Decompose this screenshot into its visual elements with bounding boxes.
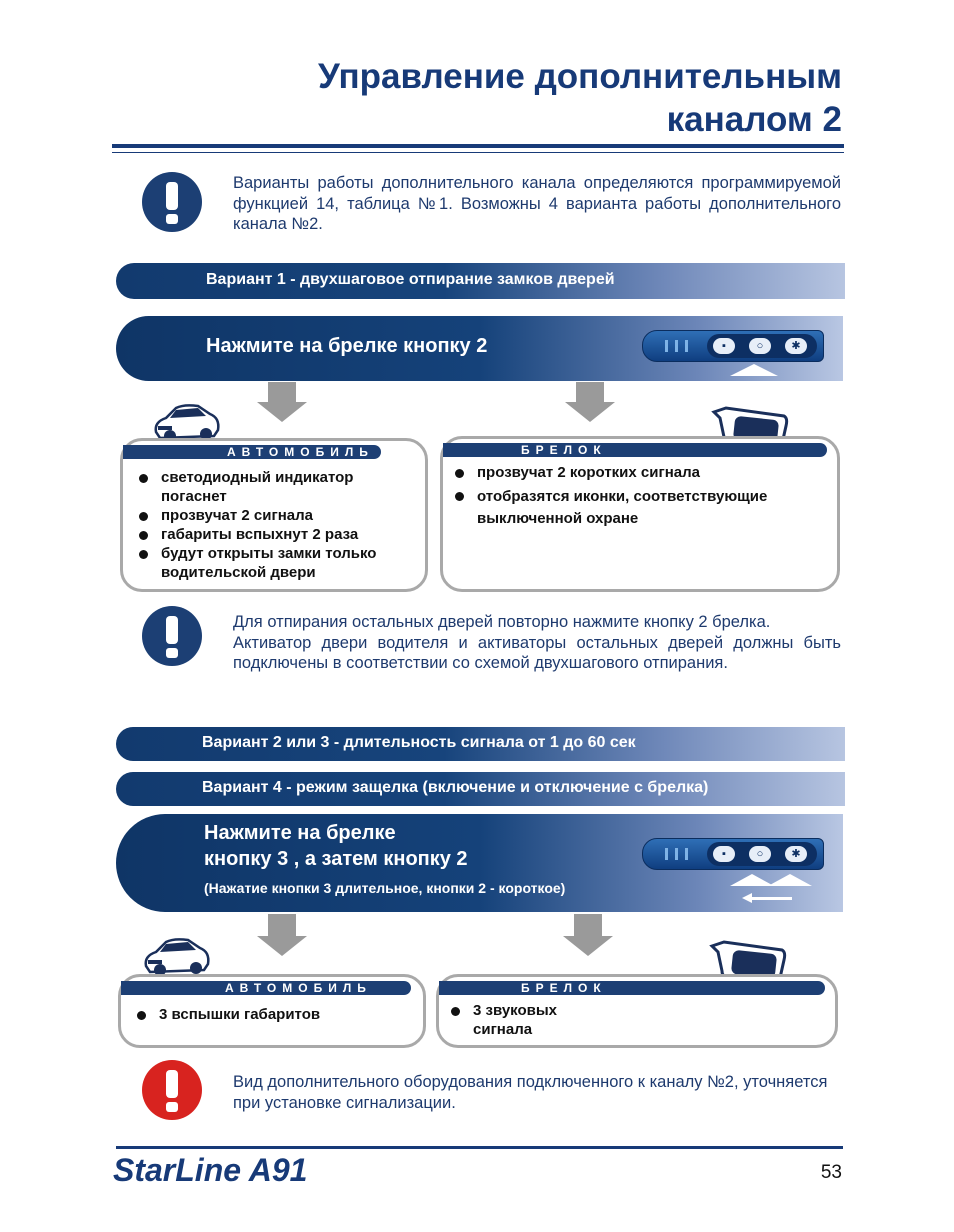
list-item: прозвучат 2 коротких сигнала	[453, 463, 773, 482]
variant4-action-line2: кнопку 3 , а затем кнопку 2	[204, 848, 468, 870]
page-number: 53	[820, 1162, 842, 1183]
car-panel-header: АВТОМОБИЛЬ	[121, 981, 411, 995]
arrow-down-icon	[268, 382, 296, 402]
sequence-arrow-icon	[750, 897, 792, 900]
variant1-action-band	[116, 316, 843, 381]
page-title: Управление дополнительным	[318, 57, 842, 96]
fob-panel-header: БРЕЛОК	[443, 443, 827, 457]
variant1-action: Нажмите на брелке кнопку 2	[206, 335, 488, 357]
list-item: габариты вспыхнут 2 раза	[137, 525, 421, 544]
list-item: 3 звуковых сигнала	[449, 1001, 569, 1039]
exclamation-icon	[142, 1060, 202, 1120]
note1-line2: Активатор двери водителя и активаторы остальных дверей должны быть подключены в соответствии со схемой двухшагового отпирания.	[233, 633, 841, 672]
list-item: 3 вспышки габаритов	[135, 1005, 419, 1024]
arrow-left-icon	[742, 893, 752, 903]
variant4-band-label: Вариант 4 - режим защелка (включение и отключение с брелка)	[202, 779, 709, 796]
footer-divider	[116, 1146, 843, 1149]
variant1-band-label: Вариант 1 - двухшаговое отпирание замков дверей	[206, 271, 615, 288]
button-indicator-icon	[768, 874, 812, 886]
variant4-band	[116, 772, 845, 806]
list-item: отобразятся иконки, соответствующие выключенной охране	[453, 486, 773, 530]
intro-text: Варианты работы дополнительного канала определяются программируемой функцией 14, таблица №1. Возможны 4 варианта работы дополнительного канала №2.	[233, 174, 841, 233]
note1-line1: Для отпирания остальных дверей повторно нажмите кнопку 2 брелка.	[233, 613, 771, 631]
keyfob-icon: ▪ ○ ✱	[642, 330, 824, 362]
car-result-list	[137, 468, 421, 582]
arrow-down-icon	[257, 936, 307, 956]
arrow-down-icon	[565, 402, 615, 422]
fob-result-panel	[436, 974, 838, 1048]
list-item: будут открыты замки только водительской двери	[137, 544, 421, 582]
brand-logo: StarLine A91	[113, 1152, 308, 1188]
note2-text: Вид дополнительного оборудования подключенного к каналу №2, уточняется при установке сигнализации.	[233, 1073, 828, 1112]
variant23-band	[116, 727, 845, 761]
arrow-down-icon	[574, 914, 602, 936]
arrow-down-icon	[576, 382, 604, 402]
list-item: прозвучат 2 сигнала	[137, 506, 421, 525]
list-item: светодиодный индикатор погаснет	[137, 468, 421, 506]
title-divider-thin	[112, 152, 844, 153]
title-divider	[112, 144, 844, 148]
exclamation-icon	[142, 172, 202, 232]
car-panel-header: АВТОМОБИЛЬ	[123, 445, 381, 459]
arrow-down-icon	[563, 936, 613, 956]
arrow-down-icon	[257, 402, 307, 422]
keyfob-icon: ▪ ○ ✱	[642, 838, 824, 870]
variant4-action-band	[116, 814, 843, 912]
variant23-band-label: Вариант 2 или 3 - длительность сигнала от 1 до 60 сек	[202, 734, 636, 751]
variant4-action-line1: Нажмите на брелке	[204, 822, 396, 844]
fob-panel-header: БРЕЛОК	[439, 981, 825, 995]
car-result-panel	[118, 974, 426, 1048]
variant4-action-note: (Нажатие кнопки 3 длительное, кнопки 2 - короткое)	[204, 880, 566, 896]
page-title-line2: каналом 2	[666, 100, 842, 139]
car-result-panel	[120, 438, 428, 592]
button-indicator-icon	[730, 364, 778, 376]
fob-result-list	[449, 1001, 569, 1039]
arrow-down-icon	[268, 914, 296, 936]
fob-result-panel	[440, 436, 840, 592]
exclamation-icon	[142, 606, 202, 666]
variant1-band	[116, 263, 845, 299]
car-result-list	[135, 1005, 419, 1024]
note1-text	[233, 612, 841, 674]
fob-result-list	[453, 463, 773, 530]
